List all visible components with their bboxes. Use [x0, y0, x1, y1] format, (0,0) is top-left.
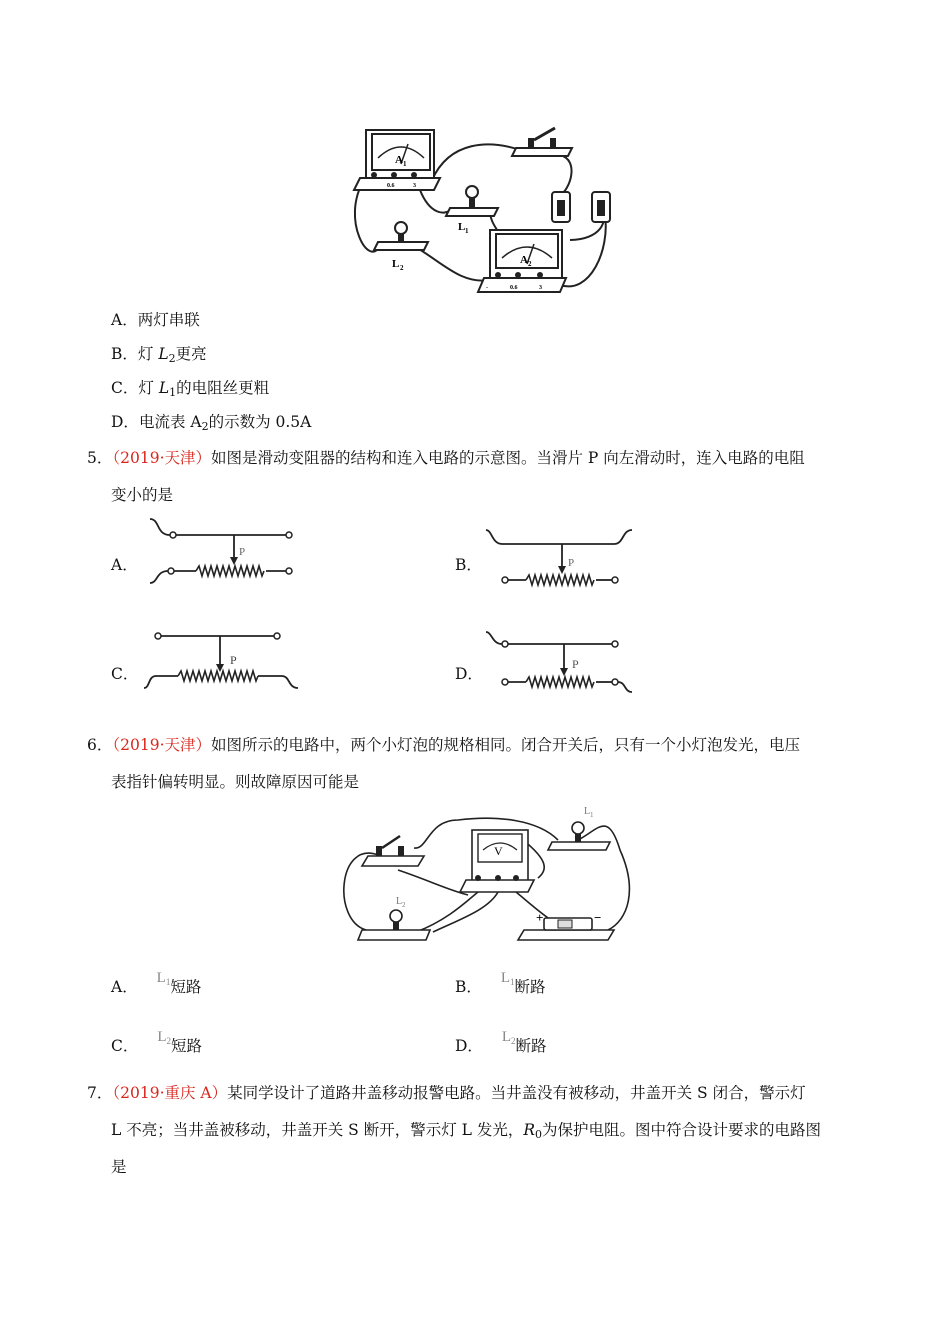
q4-option-d: D．电流表 $A_2$的示数为 0.5A — [111, 413, 312, 433]
svg-text:2: 2 — [528, 260, 532, 268]
q4-option-c: C．灯 $L_1$的电阻丝更粗 — [111, 379, 270, 399]
q5-source: （2019·天津） — [112, 449, 211, 467]
q6-stem-line2: 表指针偏转明显。则故障原因可能是 — [111, 773, 360, 791]
q4-option-a: A．两灯串联 — [111, 311, 200, 329]
q5-option-d-letter: D． — [455, 665, 483, 683]
svg-text:0.6: 0.6 — [387, 183, 395, 189]
q4-option-b: B．灯 $L_2$更亮 — [111, 345, 207, 365]
q5-stem-line2: 变小的是 — [111, 486, 174, 504]
q5-option-c-letter: C． — [111, 665, 139, 683]
svg-text:1: 1 — [403, 160, 407, 168]
q7-stem-line1: 7．（2019·重庆 A）某同学设计了道路井盖移动报警电路。当井盖没有被移动，井盖开关 S 闭合，警示灯 — [87, 1084, 806, 1102]
q4-circuit-figure — [350, 120, 640, 300]
svg-text:P: P — [230, 653, 237, 667]
q5-stem-line1: 5．（2019·天津）如图是滑动变阻器的结构和连入电路的示意图。当滑片 P 向左滑动时，连入电路的电阻 — [87, 449, 805, 467]
q5-option-a-rheostat — [146, 515, 302, 587]
q5-option-b-rheostat — [484, 528, 636, 590]
q6-option-a: A． $L^1$短路 — [111, 970, 202, 996]
svg-text:2: 2 — [400, 264, 404, 272]
q4-l2-label: L — [392, 258, 400, 270]
q6-option-c: C． $L^2$短路 — [111, 1029, 202, 1055]
q4-a2-label: A — [520, 254, 528, 266]
svg-text:0.6: 0.6 — [510, 285, 518, 291]
q7-source: （2019·重庆 A） — [112, 1084, 228, 1102]
q5-option-a-letter: A． — [111, 556, 138, 574]
q6-v-label: V — [494, 844, 503, 858]
svg-text:2: 2 — [402, 901, 406, 909]
q6-option-d: D． $L^2$断路 — [455, 1029, 547, 1055]
q6-source: （2019·天津） — [112, 736, 211, 754]
svg-text:3: 3 — [413, 183, 416, 189]
svg-text:1: 1 — [590, 811, 594, 819]
q6-stem-line1: 6．（2019·天津）如图所示的电路中，两个小灯泡的规格相同。闭合开关后，只有一个小灯泡发光，电压 — [87, 736, 801, 754]
q5-option-c-rheostat — [142, 628, 302, 694]
svg-text:P: P — [572, 657, 579, 671]
svg-text:P: P — [239, 546, 246, 558]
q5-option-d-rheostat — [484, 630, 636, 696]
svg-text:-: - — [486, 285, 488, 291]
q4-l1-label: L — [458, 221, 466, 233]
q4-a1-label: A — [395, 154, 403, 166]
q6-minus-label: − — [594, 910, 602, 925]
q6-fig-l1-label: L — [584, 806, 591, 817]
svg-text:3: 3 — [539, 285, 542, 291]
q7-stem-line3: 是 — [111, 1158, 127, 1176]
q5-option-b-letter: B． — [455, 556, 482, 574]
q6-circuit-figure — [338, 800, 638, 948]
q6-option-b: B． $L^1$断路 — [455, 970, 546, 996]
q6-plus-label: + — [536, 910, 544, 925]
q7-stem-line2: L 不亮；当井盖被移动，井盖开关 S 断开，警示灯 L 发光，$R_0$为保护电阻。图中符合设计要求的电路图 — [111, 1121, 822, 1141]
svg-text:P: P — [568, 557, 575, 569]
svg-text:1: 1 — [465, 227, 469, 235]
q6-fig-l2-label: L — [396, 896, 403, 907]
